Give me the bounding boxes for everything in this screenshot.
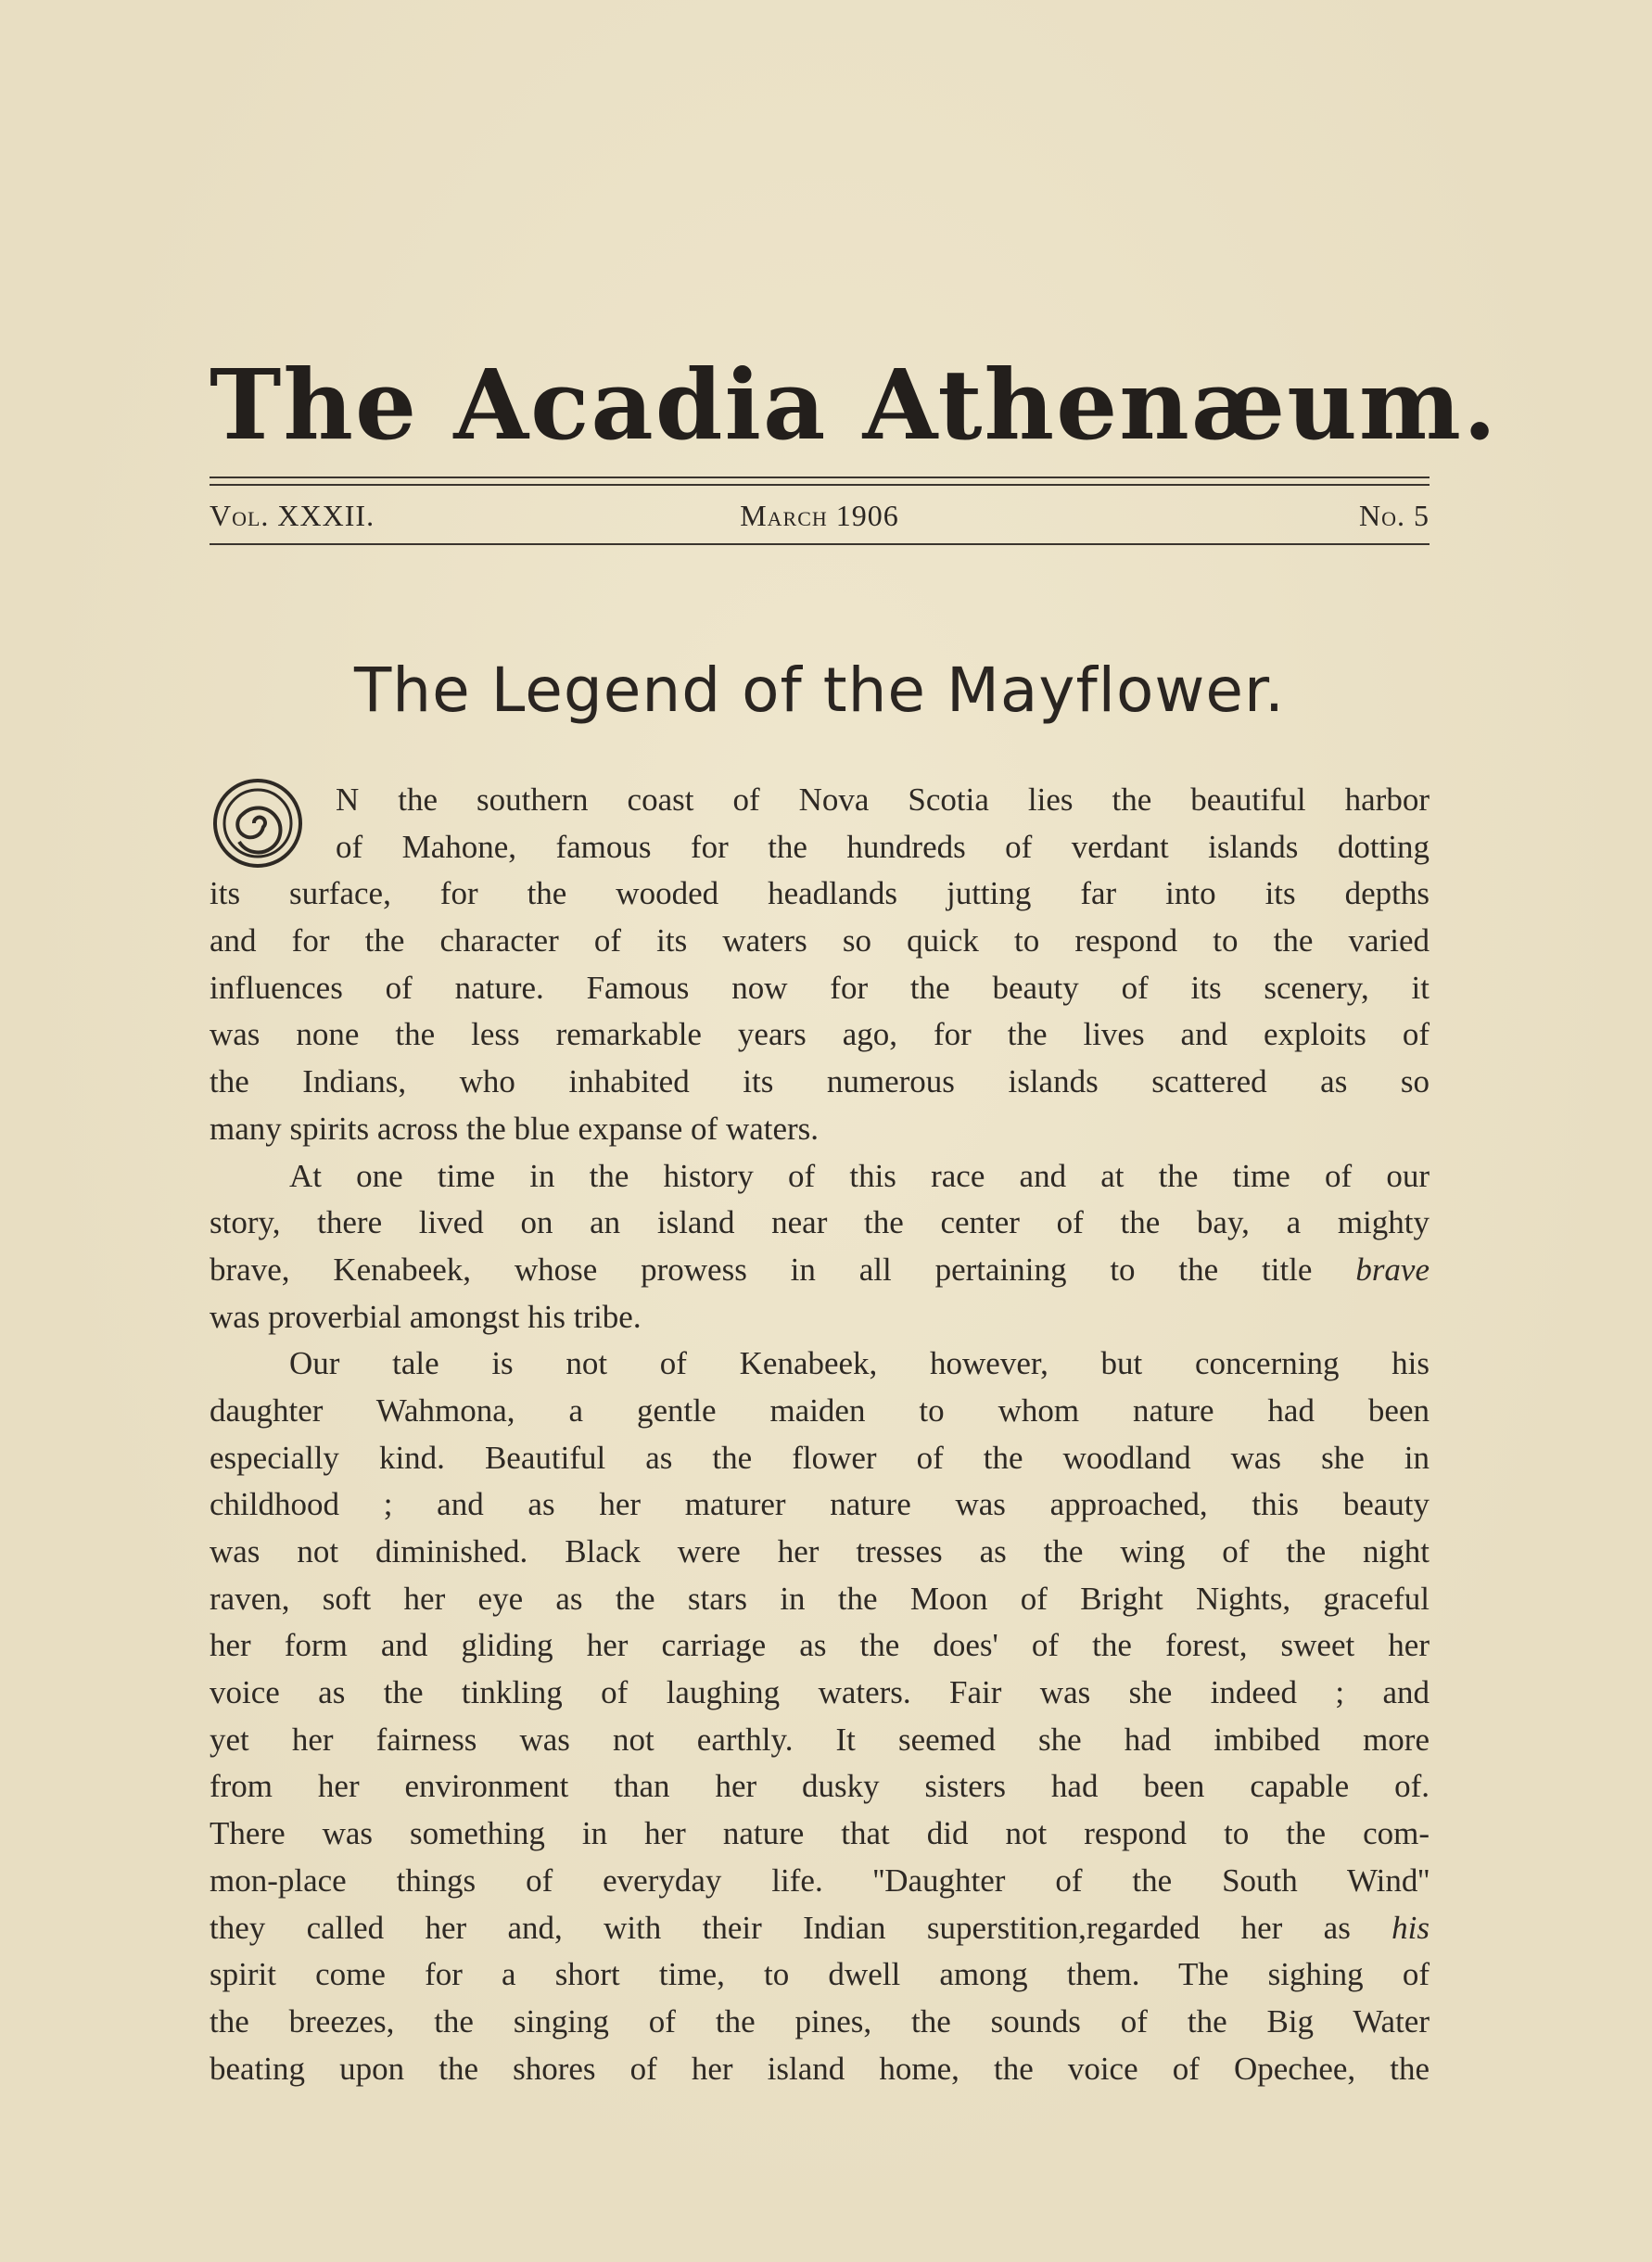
text-line: her form and gliding her carriage as the does' of the forest, sweet her [210,1627,1430,1664]
text-line: beating upon the shores of her island home, the voice of Opechee, the [210,2050,1430,2087]
text-line: from her environment than her dusky sisters had been capable of. [210,1768,1430,1805]
text-line: influences of nature. Famous now for the beauty of its scenery, it [210,969,1430,1006]
text-line: of Mahone, famous for the hundreds of verdant islands dotting [336,828,1430,865]
text-line: especially kind. Beautiful as the flower of the woodland was she in [210,1439,1430,1476]
text-line: the breezes, the singing of the pines, the sounds of the Big Water [210,2002,1430,2040]
text-line: yet her fairness was not earthly. It seemed she had imbibed more [210,1721,1430,1758]
masthead-rule-bottom [210,543,1430,545]
text-line: N the southern coast of Nova Scotia lies the beautiful harbor [336,782,1430,818]
text-line: was none the less remarkable years ago, for the lives and exploits of [210,1016,1430,1053]
text-line: was not diminished. Black were her tresses as the wing of the night [210,1533,1430,1569]
text-line: Our tale is not of Kenabeek, however, but concerning his [289,1345,1430,1382]
text-line: and for the character of its waters so quick to respond to the varied [210,922,1430,959]
masthead-title: The Acadia Athenæum. [210,348,1499,462]
article-title: The Legend of the Mayflower. [353,654,1286,726]
masthead-rule-top [210,477,1430,478]
text-line: raven, soft her eye as the stars in the Moon of Bright Nights, graceful [210,1580,1430,1617]
text-line: story, there lived on an island near the center of the bay, a mighty [210,1204,1430,1241]
issue-line [210,495,1430,536]
italic-word: brave [1355,1251,1430,1288]
issue-date: March 1906 [740,499,899,532]
text-line: mon-place things of everyday life. ''Daughter of the South Wind'' [210,1862,1430,1899]
text-line: daughter Wahmona, a gentle maiden to whom nature had been [210,1392,1430,1429]
text-line-with-italic [210,1247,1430,1294]
text-segment: brave, Kenabeek, whose prowess in all pertaining to the title [210,1251,1313,1288]
text-line-with-italic [210,1905,1430,1952]
text-segment: they called her and, with their Indian superstition,regarded her as [210,1909,1351,1946]
text-line: was proverbial amongst his tribe. [210,1298,642,1335]
masthead-rule-top-inner [210,484,1430,486]
text-line: voice as the tinkling of laughing waters. Fair was she indeed ; and [210,1674,1430,1711]
text-line: There was something in her nature that did not respond to the com- [210,1815,1430,1852]
text-line: childhood ; and as her maturer nature was approached, this beauty [210,1486,1430,1523]
italic-word: his [1391,1909,1430,1946]
text-line: its surface, for the wooded headlands jutting far into its depths [210,875,1430,912]
text-line: spirit come for a short time, to dwell among them. The sighing of [210,1956,1430,1993]
issue-number: No. 5 [1359,499,1430,532]
text-line: many spirits across the blue expanse of waters. [210,1110,820,1147]
text-line: At one time in the history of this race and at the time of our [289,1157,1430,1194]
issue-volume: Vol. XXXII. [210,499,375,532]
article-body [210,777,1430,2092]
text-line: the Indians, who inhabited its numerous islands scattered as so [210,1063,1430,1100]
